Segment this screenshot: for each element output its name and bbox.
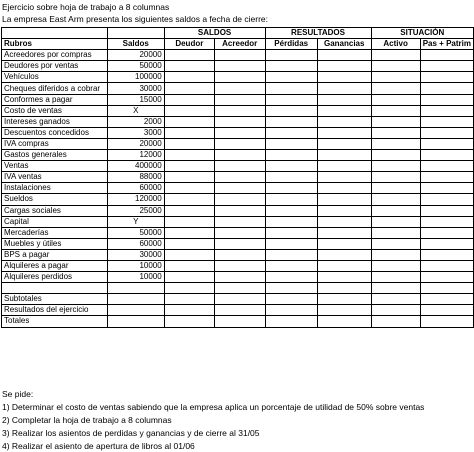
empty-cell xyxy=(317,94,371,105)
empty-cell xyxy=(214,183,265,194)
saldo-value: 60000 xyxy=(107,238,164,249)
empty-cell xyxy=(164,238,214,249)
spacer-cell xyxy=(107,283,164,294)
empty-cell xyxy=(107,294,164,305)
empty-cell xyxy=(371,205,420,216)
column-header-rubros: Rubros xyxy=(2,39,108,50)
table-row xyxy=(2,283,474,294)
group-header-saldos: SALDOS xyxy=(164,28,265,39)
question-item: 1) Determinar el costo de ventas sabiendo que la empresa aplica un porcentaje de utilidad de 50% sobre ventas xyxy=(2,402,425,412)
empty-cell xyxy=(265,216,317,227)
empty-cell xyxy=(265,127,317,138)
worksheet-table xyxy=(1,27,474,328)
empty-cell xyxy=(214,227,265,238)
empty-cell xyxy=(214,127,265,138)
empty-cell xyxy=(214,216,265,227)
empty-cell xyxy=(265,283,317,294)
table-row xyxy=(2,161,474,172)
rubro-name: IVA ventas xyxy=(2,172,108,183)
rubro-name: Alquileres a pagar xyxy=(2,260,108,271)
empty-cell xyxy=(265,172,317,183)
table-row xyxy=(2,172,474,183)
empty-cell xyxy=(317,294,371,305)
empty-cell xyxy=(371,150,420,161)
saldo-value: 20000 xyxy=(107,50,164,61)
empty-cell xyxy=(420,249,473,260)
empty-cell xyxy=(214,150,265,161)
empty-cell xyxy=(420,238,473,249)
empty-cell xyxy=(265,161,317,172)
empty-cell xyxy=(164,183,214,194)
empty-cell xyxy=(164,205,214,216)
empty-cell xyxy=(164,172,214,183)
question-item: 3) Realizar los asientos de perdidas y ganancias y de cierre al 31/05 xyxy=(2,428,260,438)
column-header-pas-patrim: Pas + Patrim xyxy=(420,39,473,50)
group-header-situacion: SITUACIÓN xyxy=(371,28,473,39)
rubro-name: Cheques diferidos a cobrar xyxy=(2,83,108,94)
empty-cell xyxy=(265,105,317,116)
empty-cell xyxy=(371,272,420,283)
empty-cell xyxy=(265,61,317,72)
empty-cell xyxy=(371,249,420,260)
empty-cell xyxy=(164,216,214,227)
table-row xyxy=(2,249,474,260)
empty-cell xyxy=(420,150,473,161)
empty-cell xyxy=(371,194,420,205)
empty-cell xyxy=(214,61,265,72)
table-row xyxy=(2,83,474,94)
saldo-value: 10000 xyxy=(107,272,164,283)
table-row xyxy=(2,205,474,216)
empty-cell xyxy=(214,116,265,127)
rubro-name: Ventas xyxy=(2,161,108,172)
table-row xyxy=(2,94,474,105)
empty-cell xyxy=(265,316,317,327)
questions-heading: Se pide: xyxy=(2,389,34,399)
group-header-resultados: RESULTADOS xyxy=(265,28,371,39)
empty-cell xyxy=(420,305,473,316)
saldo-value: 20000 xyxy=(107,138,164,149)
table-row xyxy=(2,150,474,161)
empty-cell xyxy=(214,283,265,294)
total-label: Totales xyxy=(2,316,108,327)
empty-cell xyxy=(265,194,317,205)
empty-cell xyxy=(420,72,473,83)
empty-cell xyxy=(420,194,473,205)
empty-cell xyxy=(371,138,420,149)
empty-cell xyxy=(214,194,265,205)
empty-cell xyxy=(214,161,265,172)
empty-cell xyxy=(420,227,473,238)
table-row xyxy=(2,227,474,238)
saldo-value: 120000 xyxy=(107,194,164,205)
empty-cell xyxy=(371,61,420,72)
saldo-value: 25000 xyxy=(107,205,164,216)
empty-cell xyxy=(371,94,420,105)
empty-cell xyxy=(265,116,317,127)
empty-cell xyxy=(214,272,265,283)
saldo-value: X xyxy=(107,105,164,116)
rubro-name: Deudores por ventas xyxy=(2,61,108,72)
empty-cell xyxy=(317,194,371,205)
empty-cell xyxy=(420,216,473,227)
empty-cell xyxy=(420,172,473,183)
empty-cell xyxy=(420,127,473,138)
rubro-name: IVA compras xyxy=(2,138,108,149)
table-row xyxy=(2,294,474,305)
saldo-value: 30000 xyxy=(107,83,164,94)
empty-cell xyxy=(164,260,214,271)
saldo-value: 400000 xyxy=(107,161,164,172)
empty-cell xyxy=(317,72,371,83)
empty-cell xyxy=(164,83,214,94)
empty-cell xyxy=(317,305,371,316)
column-header-acreedor: Acreedor xyxy=(214,39,265,50)
rubro-name: Mercaderías xyxy=(2,227,108,238)
empty-cell xyxy=(371,283,420,294)
rubro-name: Vehículos xyxy=(2,72,108,83)
empty-cell xyxy=(317,238,371,249)
empty-cell xyxy=(214,205,265,216)
empty-cell xyxy=(214,316,265,327)
empty-cell xyxy=(317,138,371,149)
empty-cell xyxy=(371,227,420,238)
empty-cell xyxy=(420,50,473,61)
saldo-value: 12000 xyxy=(107,150,164,161)
empty-cell xyxy=(214,294,265,305)
empty-cell xyxy=(371,238,420,249)
empty-cell xyxy=(420,294,473,305)
empty-cell xyxy=(265,150,317,161)
empty-cell xyxy=(317,61,371,72)
saldo-value: 60000 xyxy=(107,183,164,194)
empty-cell xyxy=(317,283,371,294)
empty-cell xyxy=(265,205,317,216)
column-header-perdidas: Pérdidas xyxy=(265,39,317,50)
table-row xyxy=(2,116,474,127)
empty-cell xyxy=(164,227,214,238)
empty-cell xyxy=(265,138,317,149)
empty-cell xyxy=(420,183,473,194)
empty-cell xyxy=(317,150,371,161)
empty-cell xyxy=(214,105,265,116)
table-row xyxy=(2,183,474,194)
total-label: Resultados del ejercicio xyxy=(2,305,108,316)
empty-cell xyxy=(214,238,265,249)
empty-cell xyxy=(164,105,214,116)
table-row xyxy=(2,72,474,83)
empty-cell xyxy=(371,116,420,127)
empty-cell xyxy=(371,161,420,172)
empty-cell xyxy=(265,227,317,238)
empty-cell xyxy=(164,194,214,205)
rubro-name: Costo de ventas xyxy=(2,105,108,116)
empty-cell xyxy=(164,150,214,161)
rubro-name: Alquileres perdidos xyxy=(2,272,108,283)
empty-cell xyxy=(265,83,317,94)
empty-cell xyxy=(265,94,317,105)
table-row xyxy=(2,316,474,327)
empty-cell xyxy=(420,316,473,327)
empty-cell xyxy=(107,305,164,316)
empty-cell xyxy=(317,127,371,138)
spacer-cell xyxy=(2,283,108,294)
table-row xyxy=(2,305,474,316)
empty-cell xyxy=(214,94,265,105)
empty-cell xyxy=(371,105,420,116)
empty-cell xyxy=(265,50,317,61)
rubro-name: Intereses ganados xyxy=(2,116,108,127)
empty-cell xyxy=(420,61,473,72)
empty-cell xyxy=(214,138,265,149)
empty-cell xyxy=(317,50,371,61)
empty-cell xyxy=(164,94,214,105)
empty-cell xyxy=(164,161,214,172)
column-header-deudor: Deudor xyxy=(164,39,214,50)
total-label: Subtotales xyxy=(2,294,108,305)
empty-cell xyxy=(164,127,214,138)
column-header-ganancias: Ganancias xyxy=(317,39,371,50)
empty-cell xyxy=(317,105,371,116)
exercise-title: Ejercicio sobre hoja de trabajo a 8 columnas xyxy=(2,2,170,12)
empty-cell xyxy=(214,83,265,94)
table-row xyxy=(2,61,474,72)
empty-cell xyxy=(317,316,371,327)
empty-cell xyxy=(164,138,214,149)
saldo-value: Y xyxy=(107,216,164,227)
rubro-name: Conformes a pagar xyxy=(2,94,108,105)
table-row xyxy=(2,194,474,205)
empty-cell xyxy=(214,172,265,183)
empty-cell xyxy=(164,72,214,83)
empty-cell xyxy=(371,127,420,138)
column-header-saldos: Saldos xyxy=(107,39,164,50)
empty-cell xyxy=(317,260,371,271)
empty-cell xyxy=(317,249,371,260)
saldo-value: 50000 xyxy=(107,61,164,72)
saldo-value: 50000 xyxy=(107,227,164,238)
saldo-value: 2000 xyxy=(107,116,164,127)
rubro-name: Capital xyxy=(2,216,108,227)
empty-cell xyxy=(265,183,317,194)
empty-cell xyxy=(371,294,420,305)
table-row xyxy=(2,238,474,249)
empty-cell xyxy=(164,305,214,316)
empty-cell xyxy=(164,61,214,72)
empty-cell xyxy=(317,227,371,238)
empty-cell xyxy=(265,238,317,249)
empty-cell xyxy=(164,50,214,61)
table-row xyxy=(2,260,474,271)
empty-cell xyxy=(420,205,473,216)
rubro-name: BPS a pagar xyxy=(2,249,108,260)
empty-cell xyxy=(420,116,473,127)
empty-cell xyxy=(164,249,214,260)
empty-cell xyxy=(214,72,265,83)
empty-cell xyxy=(265,260,317,271)
empty-cell xyxy=(371,72,420,83)
saldo-value: 15000 xyxy=(107,94,164,105)
table-row xyxy=(2,50,474,61)
empty-cell xyxy=(420,105,473,116)
empty-cell xyxy=(371,305,420,316)
question-item: 4) Realizar el asiento de apertura de libros al 01/06 xyxy=(2,441,195,451)
empty-cell xyxy=(371,183,420,194)
empty-cell xyxy=(420,161,473,172)
rubro-name: Muebles y útiles xyxy=(2,238,108,249)
empty-cell xyxy=(265,272,317,283)
empty-cell xyxy=(164,316,214,327)
table-row xyxy=(2,272,474,283)
empty-cell xyxy=(214,249,265,260)
empty-cell xyxy=(317,205,371,216)
rubro-name: Descuentos concedidos xyxy=(2,127,108,138)
empty-cell xyxy=(265,72,317,83)
table-row xyxy=(2,127,474,138)
rubro-name: Instalaciones xyxy=(2,183,108,194)
rubro-name: Gastos generales xyxy=(2,150,108,161)
empty-cell xyxy=(371,50,420,61)
empty-cell xyxy=(265,294,317,305)
empty-cell xyxy=(107,316,164,327)
rubro-name: Acreedores por compras xyxy=(2,50,108,61)
empty-cell xyxy=(317,83,371,94)
saldo-value: 100000 xyxy=(107,72,164,83)
empty-cell xyxy=(265,249,317,260)
empty-cell xyxy=(420,94,473,105)
empty-cell xyxy=(420,283,473,294)
empty-cell xyxy=(317,161,371,172)
empty-cell xyxy=(420,138,473,149)
empty-cell xyxy=(371,216,420,227)
empty-cell xyxy=(265,305,317,316)
empty-cell xyxy=(214,260,265,271)
empty-cell xyxy=(317,216,371,227)
rubro-name: Sueldos xyxy=(2,194,108,205)
empty-cell xyxy=(164,283,214,294)
saldo-value: 10000 xyxy=(107,260,164,271)
empty-cell xyxy=(317,272,371,283)
saldo-value: 3000 xyxy=(107,127,164,138)
saldo-value: 30000 xyxy=(107,249,164,260)
empty-cell xyxy=(420,83,473,94)
empty-cell xyxy=(214,305,265,316)
empty-cell xyxy=(371,316,420,327)
empty-cell xyxy=(214,50,265,61)
empty-cell xyxy=(317,116,371,127)
empty-cell xyxy=(420,272,473,283)
column-header-activo: Activo xyxy=(371,39,420,50)
saldo-value: 88000 xyxy=(107,172,164,183)
empty-cell xyxy=(371,260,420,271)
table-row xyxy=(2,105,474,116)
empty-cell xyxy=(164,272,214,283)
rubro-name: Cargas sociales xyxy=(2,205,108,216)
table-row xyxy=(2,138,474,149)
empty-cell xyxy=(317,183,371,194)
empty-cell xyxy=(371,172,420,183)
question-item: 2) Completar la hoja de trabajo a 8 columnas xyxy=(2,415,172,425)
empty-cell xyxy=(164,116,214,127)
empty-cell xyxy=(164,294,214,305)
empty-cell xyxy=(420,260,473,271)
empty-cell xyxy=(317,172,371,183)
empty-cell xyxy=(371,83,420,94)
exercise-intro: La empresa East Arm presenta los siguientes saldos a fecha de cierre: xyxy=(2,14,269,24)
table-row xyxy=(2,216,474,227)
